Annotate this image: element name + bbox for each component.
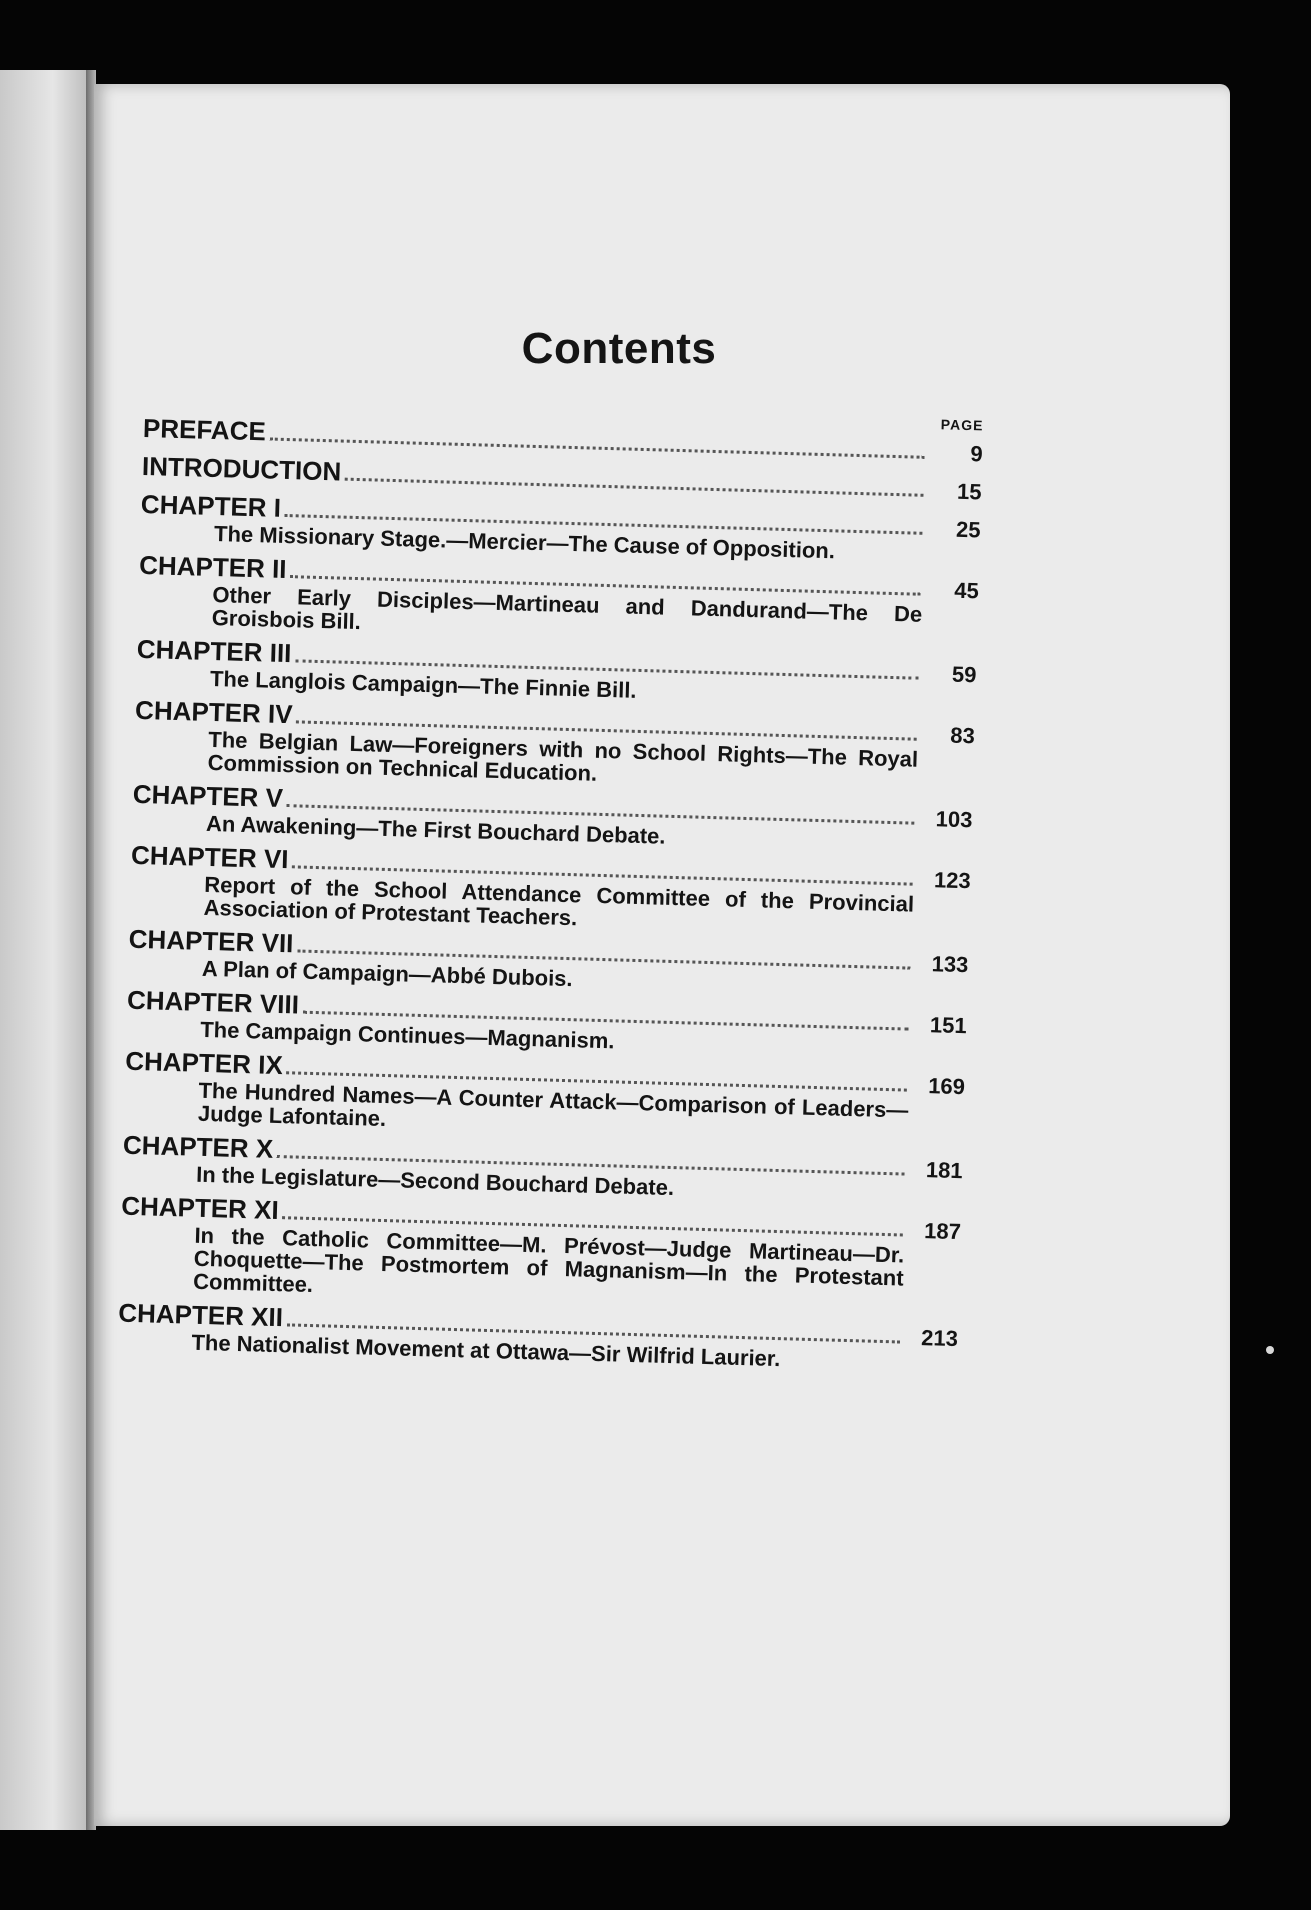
toc-heading: PREFACE <box>142 412 267 447</box>
page-number: 169 <box>927 1073 966 1100</box>
toc-entry <box>119 1190 961 1314</box>
toc-heading: CHAPTER IX <box>124 1045 284 1081</box>
toc-heading: INTRODUCTION <box>141 450 342 487</box>
chapter-description: The Langlois Campaign—The Finnie Bill. <box>209 665 637 703</box>
toc-heading: CHAPTER IV <box>134 694 294 730</box>
toc-heading: CHAPTER VI <box>130 839 289 875</box>
table-of-contents <box>117 394 984 1381</box>
chapter-description: A Plan of Campaign—Abbé Dubois. <box>201 955 573 992</box>
toc-entry <box>137 549 979 650</box>
page-number: 187 <box>923 1218 962 1245</box>
chapter-description: The Hundred Names—A Counter Attack—Comparison of Leaders—Judge Lafontaine. <box>197 1077 909 1132</box>
book-page <box>94 84 1230 1826</box>
scan-border <box>1210 70 1310 76</box>
chapter-description: In the Catholic Committee—M. Prévost—Judge Martineau—Dr. Choquette—The Postmortem of Magnanism—In the Protestant Committee. <box>192 1222 905 1298</box>
facing-page-edge <box>0 70 88 1830</box>
toc-heading: CHAPTER VIII <box>126 984 300 1020</box>
toc-heading: CHAPTER X <box>122 1129 274 1164</box>
chapter-description: The Campaign Continues—Magnanism. <box>199 1016 615 1054</box>
toc-entry <box>129 839 971 940</box>
page-number: 103 <box>935 806 973 833</box>
toc-heading: CHAPTER V <box>132 778 284 814</box>
page-number: 151 <box>929 1012 968 1039</box>
toc-heading: CHAPTER I <box>140 488 282 523</box>
toc-heading: CHAPTER XI <box>120 1190 280 1226</box>
toc-entries <box>117 412 983 1375</box>
chapter-description: The Nationalist Movement at Ottawa—Sir Wilfrid Laurier. <box>191 1329 781 1372</box>
toc-heading: CHAPTER VII <box>128 923 294 959</box>
page-number: 25 <box>955 516 981 543</box>
chapter-description: An Awakening—The First Bouchard Debate. <box>205 810 666 849</box>
page-number: 181 <box>925 1157 963 1184</box>
page-number: 123 <box>933 867 972 894</box>
toc-entry <box>124 1045 966 1146</box>
page-number: 9 <box>970 441 984 467</box>
page-number: 83 <box>949 722 976 749</box>
scan-mark <box>1266 1346 1274 1354</box>
dot-leader <box>345 478 924 497</box>
toc-heading: CHAPTER III <box>136 633 292 669</box>
page-number: 133 <box>931 951 969 978</box>
chapter-description: Report of the School Attendance Committee of the Provincial Association of Protestant Teachers. <box>203 871 915 931</box>
toc-entry <box>133 694 975 795</box>
toc-heading: CHAPTER XII <box>117 1297 284 1333</box>
chapter-description: In the Legislature—Second Bouchard Debate. <box>195 1161 675 1201</box>
chapter-description: Other Early Disciples—Martineau and Dandurand—The De Groisbois Bill. <box>211 581 923 635</box>
page-number: 15 <box>956 478 982 505</box>
page-number: 213 <box>920 1325 959 1352</box>
chapter-description: The Belgian Law—Foreigners with no School Rights—The Royal Commission on Technical Education. <box>207 726 919 786</box>
page-number: 45 <box>954 577 980 604</box>
toc-heading: CHAPTER II <box>138 549 287 585</box>
chapter-description: The Missionary Stage.—Mercier—The Cause of Opposition. <box>213 521 836 564</box>
page-column-heading: PAGE <box>940 416 984 434</box>
page-number: 59 <box>951 661 977 688</box>
page-title: Contents <box>521 324 717 373</box>
